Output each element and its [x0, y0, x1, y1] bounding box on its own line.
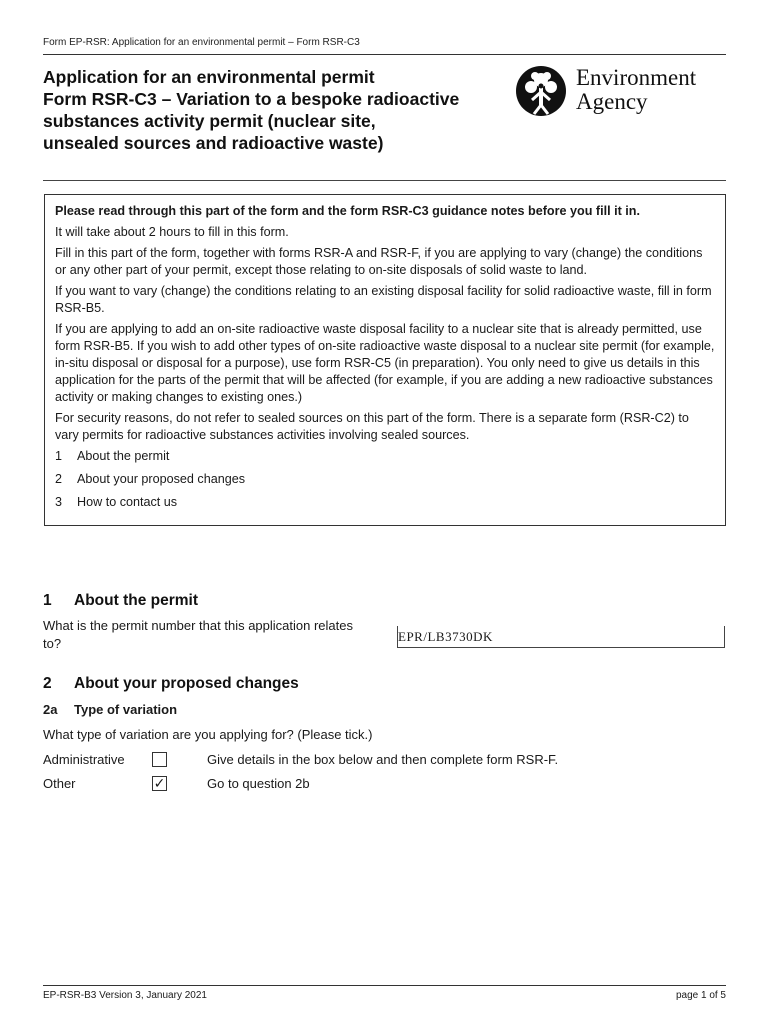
- option-label: Administrative: [43, 752, 125, 767]
- footer-page-number: page 1 of 5: [675, 990, 726, 1001]
- title-line: Application for an environmental permit: [43, 67, 375, 87]
- environment-agency-logo: [514, 64, 734, 120]
- contents-label: How to contact us: [77, 495, 178, 509]
- section-title: About the permit: [74, 592, 198, 609]
- subsection-2a-heading: [43, 702, 177, 717]
- section-1-heading: [43, 592, 198, 610]
- subsection-number: 2a: [43, 702, 58, 717]
- subsection-title: Type of variation: [74, 702, 178, 717]
- contents-number: 2: [55, 472, 63, 486]
- logo-wordmark: [576, 66, 696, 114]
- option-note: Go to question 2b: [207, 776, 310, 791]
- footer-version: EP-RSR-B3 Version 3, January 2021: [43, 990, 207, 1001]
- title-line: Form RSR-C3 – Variation to a bespoke radioactive: [43, 89, 460, 109]
- tree-person-logo-icon: [514, 64, 568, 118]
- variation-type-question: What type of variation are you applying for? (Please tick.): [43, 727, 373, 742]
- permit-number-field[interactable]: [397, 626, 725, 648]
- contents-item[interactable]: [55, 471, 715, 488]
- permit-number-value: EPR/LB3730DK: [398, 629, 493, 644]
- guidance-lead: Please read through this part of the form and the form RSR-C3 guidance notes before you fill it in.: [55, 204, 640, 218]
- title-line: substances activity permit (nuclear site,: [43, 111, 376, 131]
- option-other: [43, 776, 726, 794]
- section-title: About your proposed changes: [74, 675, 299, 692]
- option-label: Other: [43, 776, 76, 791]
- other-checkbox[interactable]: ✓: [153, 775, 166, 791]
- title-line: unsealed sources and radioactive waste): [43, 133, 384, 153]
- guidance-paragraph: For security reasons, do not refer to sealed sources on this part of the form. There is a separate form (RSR-C2) to vary permits for radioactive substances activities involving sealed sources.: [55, 411, 689, 442]
- contents-list: [55, 448, 715, 511]
- running-header: Form EP-RSR: Application for an environmental permit – Form RSR-C3: [43, 37, 726, 55]
- guidance-paragraph: If you want to vary (change) the conditions relating to an existing disposal facility for solid radioactive waste, fill in form RSR-B5.: [55, 284, 712, 315]
- guidance-paragraph: If you are applying to add an on-site radioactive waste disposal facility to a nuclear site that is already permitted, use form RSR-B5. If you wish to add other types of on-site radioactive waste disposal to a nuclear site permit (for example, in-situ disposal or disposal for a purpose), use form RSR-C5 (in preparation). You only need to give us details in this application for the parts of the permit that will be affected (for example, if you are adding a new radioactive substances activity or making changes to existing ones.): [55, 322, 715, 404]
- footer-divider: [43, 985, 726, 986]
- contents-number: 3: [55, 495, 63, 509]
- contents-item[interactable]: [55, 448, 715, 465]
- section-number: 1: [43, 592, 52, 609]
- contents-label: About your proposed changes: [77, 472, 246, 486]
- option-administrative: [43, 752, 726, 770]
- administrative-checkbox[interactable]: [152, 752, 167, 767]
- contents-label: About the permit: [77, 449, 170, 463]
- guidance-box: [44, 194, 726, 526]
- logo-line: Agency: [576, 89, 648, 114]
- section-2-heading: [43, 675, 299, 693]
- option-note: Give details in the box below and then complete form RSR-F.: [207, 752, 559, 767]
- guidance-paragraph: It will take about 2 hours to fill in this form.: [55, 225, 289, 239]
- logo-line: Environment: [576, 65, 697, 90]
- contents-item[interactable]: [55, 494, 715, 511]
- contents-number: 1: [55, 449, 63, 463]
- page-title: [43, 66, 503, 154]
- permit-number-question: What is the permit number that this application relates to?: [43, 618, 353, 651]
- section-number: 2: [43, 675, 52, 692]
- title-divider: [43, 180, 726, 181]
- guidance-paragraph: Fill in this part of the form, together with forms RSR-A and RSR-F, if you are applying to vary (change) the conditions or any other part of your permit, except those relating to on-site disposals of solid waste to land.: [55, 246, 703, 277]
